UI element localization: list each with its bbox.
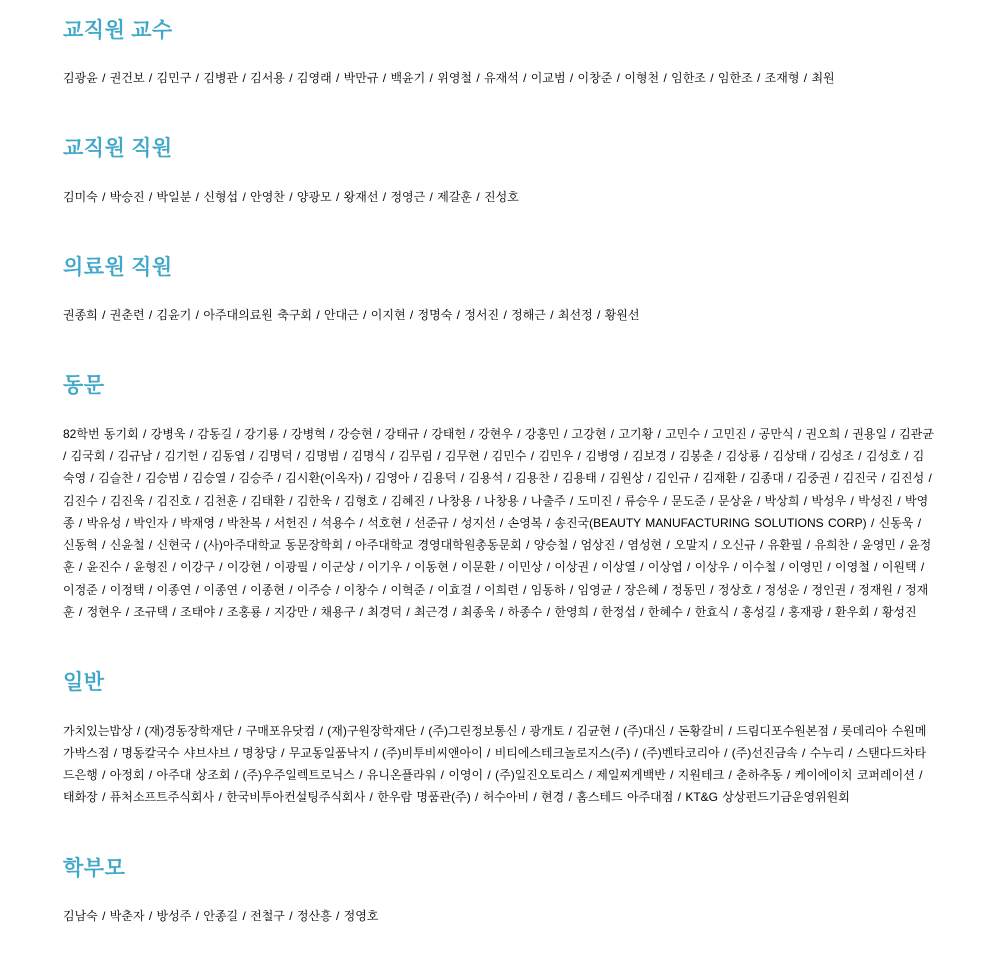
member-list-alumni: 82학번 동기회 / 강병욱 / 감동길 / 강기룡 / 강병혁 / 강승현 / 강태규 / 강태헌 / 강현우 / 강홍민 / 고강현 / 고기황 / 고민수 / 고민진 / 공만식 / 권오희 / 권용일 / 김관균 / 김국회 / 김규남 / 김기헌 / 김동엽 / 김명덕 / 김명범 / 김명식 / 김무림 / 김무현 / 김민수 / 김민우 / 김병영 / 김보경 / 김봉춘 / 김상룡 / 김상태 / 김성조 / 김성호 / 김숙영 / 김슬찬 / 김승범 / 김승열 / 김승주 / 김시환(이옥자) / 김영아 / 김용덕 / 김용석 / 김용찬 / 김용태 / 김원상 / 김인규 / 김재환 / 김종대 / 김중권 / 김진국 / 김진성 / 김진수 / 김진욱 / 김진호 / 김천훈 / 김태환 / 김한욱 / 김형호 / 김혜진 / 나창용 / 나창용 / 나출주 / 도미진 / 류승우 / 문도준 / 문상윤 / 박상희 / 박성우 / 박성진 / 박영종 / 박유성 / 박인자 / 박재영 / 박찬복 / 서헌진 / 석용수 / 석호현 / 선준규 / 성지선 / 손영복 / 송진국(BEAUTY MANUFACTURING SOLUTIONS CORP) / 신동욱 / 신동혁 / 신윤철 / 신현국 / (사)아주대학교 동문장학회 / 아주대학교 경영대학원총동문회 / 양승철 / 엄상진 / 염성현 / 오말지 / 오신규 / 유환필 / 유희찬 / 윤영민 / 윤정훈 / 윤진수 / 윤형진 / 이강구 / 이강현 / 이광필 / 이군상 / 이기우 / 이동현 / 이문환 / 이민상 / 이상권 / 이상열 / 이상엽 / 이상우 / 이수철 / 이영민 / 이영철 / 이원택 / 이정준 / 이정택 / 이종연 / 이종연 / 이종현 / 이주승 / 이창수 / 이혁준 / 이효걸 / 이희련 / 임동하 / 임영균 / 장은혜 / 정동민 / 정상호 / 정성운 / 정인권 / 정재원 / 정재훈 / 정현우 / 조규택 / 조태야 / 조홍룡 / 지강만 / 채용구 / 최경덕 / 최근경 / 최종욱 / 하종수 / 한영희 / 한정섭 / 한혜수 / 한효식 / 홍성길 / 홍재광 / 환우회 / 황성진 [63, 426, 934, 620]
member-list-faculty-staff: 김미숙 / 박승진 / 박일분 / 신형섭 / 안영찬 / 양광모 / 왕재선 / 정영근 / 제갈훈 / 진성호 [63, 189, 519, 204]
member-list-medical-center-staff: 권종희 / 권춘련 / 김윤기 / 아주대의료원 축구회 / 안대근 / 이지현 / 정명숙 / 정서진 / 정해근 / 최선정 / 황원선 [63, 308, 640, 323]
section-parents [63, 856, 934, 927]
member-list-parents: 김남숙 / 박춘자 / 방성주 / 안종길 / 전철구 / 정산흥 / 정영호 [63, 908, 379, 923]
section-title-medical-center-staff: 의료원 직원 [63, 254, 173, 279]
section-title-alumni: 동문 [63, 373, 105, 398]
section-title-faculty-professors: 교직원 교수 [63, 18, 173, 42]
section-title-faculty-staff: 교직원 직원 [63, 136, 173, 161]
section-faculty-professors [63, 18, 934, 89]
section-alumni [63, 373, 934, 623]
section-title-parents: 학부모 [63, 855, 126, 880]
member-list-faculty-professors: 김광윤 / 권건보 / 김민구 / 김병관 / 김서용 / 김영래 / 박만규 / 백윤기 / 위영철 / 유재석 / 이교범 / 이창준 / 이형천 / 임한조 / 임한조 / 조재형 / 최원 [63, 71, 835, 86]
section-faculty-staff [63, 136, 934, 207]
section-general [63, 670, 934, 808]
member-list-general: 가치있는밥상 / (재)경동장학재단 / 구매포유닷컴 / (재)구원장학재단 / (주)그린정보통신 / 광개토 / 김균현 / (주)대신 / 돈황갈비 / 드림디포수원본점 / 롯데리아 수원메가박스점 / 명동칼국수 샤브샤브 / 명창당 / 무교동일품낙지 / (주)비투비씨앤아이 / 비티에스테크놀로지스(주) / (주)벤타코리아 / (주)선진금속 / 수누리 / 스탠다드차타드은행 / 아정회 / 아주대 상조회 / (주)우주일렉트로닉스 / 유니온플라워 / 이영이 / (주)일진오토리스 / 제일찌게백반 / 지원테크 / 춘하추동 / 케이에이치 코퍼레이션 / 태화장 / 퓨처소프트주식회사 / 한국비투아컨설팅주식회사 / 한우람 명품관(주) / 허수아비 / 현경 / 홈스테드 아주대점 / KT&G 상상펀드기금운영위원회 [63, 723, 927, 805]
section-medical-center-staff [63, 255, 934, 326]
section-title-general: 일반 [63, 670, 105, 695]
